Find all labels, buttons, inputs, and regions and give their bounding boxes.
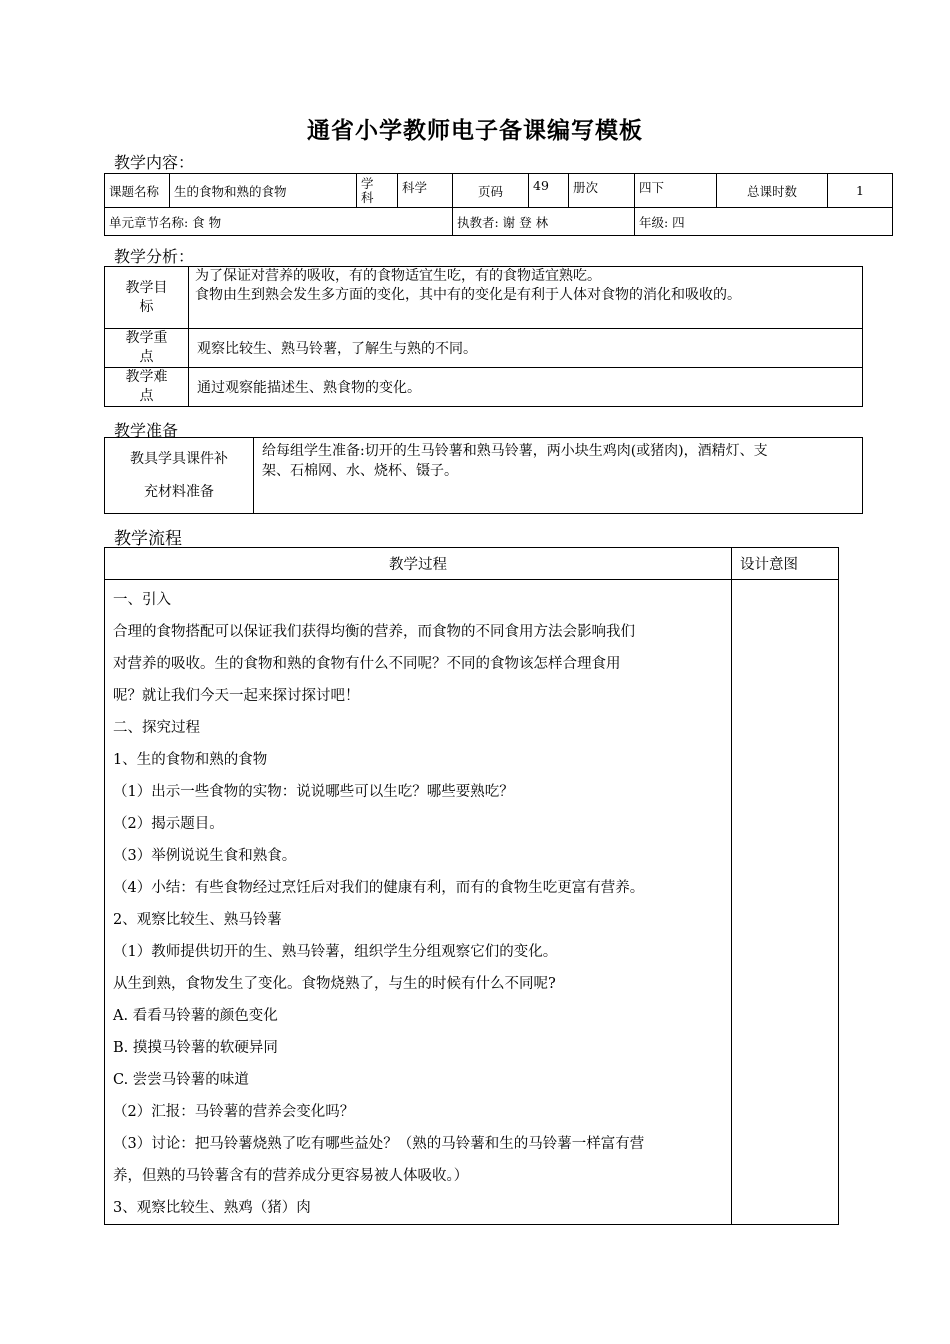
course-label: 课题名称	[105, 174, 170, 208]
unit-name: 单元章节名称: 食 物	[105, 208, 453, 236]
prep-text: 给每组学生准备:切开的生马铃薯和熟马铃薯，两小块生鸡肉(或猪肉)，酒精灯、支 架、石棉网、水、烧杯、镊子。	[254, 438, 863, 514]
analysis-heading: 教学分析：	[114, 247, 195, 266]
teacher-name: 执教者: 谢 登 林	[453, 208, 635, 236]
intent-content	[732, 580, 839, 1225]
process-line: A. 看看马铃薯的颜色变化	[113, 1008, 278, 1024]
process-line: 一、引入	[113, 592, 171, 608]
process-line: （2）汇报：马铃薯的营养会变化吗？	[113, 1104, 355, 1120]
goal-label: 教学目 标	[105, 267, 189, 329]
grade: 年级: 四	[635, 208, 893, 236]
col-intent-header: 设计意图	[732, 548, 839, 580]
process-line: （2）揭示题目。	[113, 816, 224, 832]
process-line: （1）出示一些食物的实物：说说哪些可以生吃？哪些要熟吃？	[113, 784, 514, 800]
difficult-label: 教学难 点	[105, 368, 189, 407]
process-line: 1、生的食物和熟的食物	[113, 752, 268, 768]
hours-value: 1	[828, 174, 893, 208]
process-line: 呢？就让我们今天一起来探讨探讨吧！	[113, 688, 360, 704]
goal-text: 为了保证对营养的吸收，有的食物适宜生吃，有的食物适宜熟吃。 食物由生到熟会发生多方面的变化，其中有的变化是有利于人体对食物的消化和吸收的。	[189, 267, 863, 329]
process-line: 2、观察比较生、熟马铃薯	[113, 912, 282, 928]
content-heading: 教学内容：	[114, 153, 195, 172]
subject-value: 科学	[398, 174, 453, 208]
content-table	[104, 173, 893, 236]
prep-table	[104, 437, 863, 514]
process-line: 养，但熟的马铃薯含有的营养成分更容易被人体吸收。）	[113, 1168, 469, 1184]
process-content	[105, 580, 732, 1225]
page-label: 页码	[453, 174, 529, 208]
process-line: 对营养的吸收。生的食物和熟的食物有什么不同呢？不同的食物该怎样合理食用	[113, 656, 621, 672]
hours-label: 总课时数	[717, 174, 828, 208]
process-line: （3）举例说说生食和熟食。	[113, 848, 297, 864]
flow-table	[104, 547, 839, 1225]
process-line: 二、探究过程	[113, 720, 200, 736]
process-line: （4）小结：有些食物经过烹饪后对我们的健康有利，而有的食物生吃更富有营养。	[113, 880, 645, 896]
prep-heading: 教学准备	[114, 421, 179, 440]
process-line: 合理的食物搭配可以保证我们获得均衡的营养，而食物的不同食用方法会影响我们	[113, 624, 635, 640]
volume-value: 四下	[635, 174, 717, 208]
col-process-header: 教学过程	[105, 548, 732, 580]
page-value: 49	[529, 174, 569, 208]
key-label: 教学重 点	[105, 329, 189, 368]
process-line: 从生到熟，食物发生了变化。食物烧熟了，与生的时候有什么不同呢?	[113, 976, 556, 992]
subject-label: 学 科	[357, 174, 398, 208]
prep-label: 教具学具课件补 充材料准备	[105, 438, 254, 514]
analysis-table	[104, 266, 863, 407]
difficult-text: 通过观察能描述生、熟食物的变化。	[189, 368, 863, 407]
process-line: （1）教师提供切开的生、熟马铃薯，组织学生分组观察它们的变化。	[113, 944, 558, 960]
process-line: （3）讨论：把马铃薯烧熟了吃有哪些益处？（熟的马铃薯和生的马铃薯一样富有营	[113, 1136, 645, 1152]
page-title: 通省小学教师电子备课编写模板	[307, 118, 643, 144]
course-value: 生的食物和熟的食物	[170, 174, 357, 208]
flow-heading: 教学流程	[114, 529, 182, 549]
process-line: 3、观察比较生、熟鸡（猪）肉	[113, 1200, 311, 1216]
process-line: B. 摸摸马铃薯的软硬异同	[113, 1040, 278, 1056]
volume-label: 册次	[569, 174, 635, 208]
key-text: 观察比较生、熟马铃薯，了解生与熟的不同。	[189, 329, 863, 368]
process-line: C. 尝尝马铃薯的味道	[113, 1072, 249, 1088]
